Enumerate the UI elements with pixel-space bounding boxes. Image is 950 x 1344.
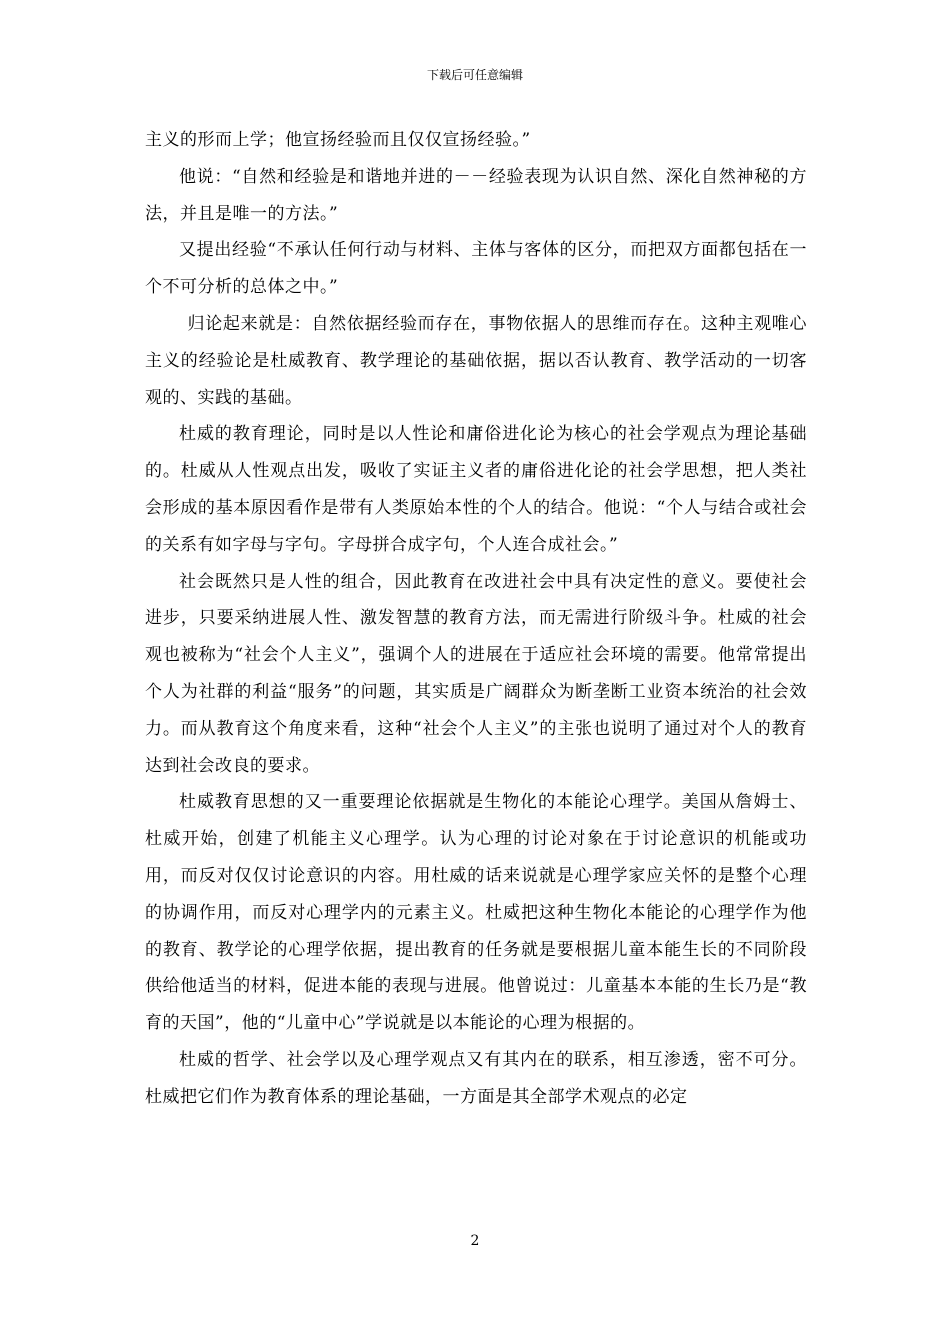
paragraph-8: 杜威的哲学、社会学以及心理学观点又有其内在的联系，相互渗透，密不可分。杜威把它们作为教育体系的理论基础，一方面是其全部学术观点的必定 [145,1049,807,1107]
paragraph-3: 又提出经验“不承认任何行动与材料、主体与客体的区分，而把双方面都包括在一个不可分析的总体之中。” [145,240,807,298]
document-body [145,122,807,1116]
page-number: 2 [470,1233,480,1249]
page-header: 下载后可任意编辑 [426,68,523,82]
paragraph-4: 归论起来就是：自然依据经验而存在，事物依据人的思维而存在。这种主观唯心主义的经验论是杜威教育、教学理论的基础依据，据以否认教育、教学活动的一切客观的、实践的基础。 [145,313,807,408]
paragraph-6: 社会既然只是人性的组合，因此教育在改进社会中具有决定性的意义。要使社会进步，只要采纳进展人性、激发智慧的教育方法，而无需进行阶级斗争。杜威的社会观也被称为“社会个人主义”，强调个人的进展在于适应社会环境的需要。他常常提出个人为社群的利益“服务”的问题，其实质是广阔群众为断垄断工业资本统治的社会效力。而从教育这个角度来看，这种“社会个人主义”的主张也说明了通过对个人的教育达到社会改良的要求。 [145,571,807,776]
paragraph-7: 杜威教育思想的又一重要理论依据就是生物化的本能论心理学。美国从詹姆士、杜威开始，创建了机能主义心理学。认为心理的讨论对象在于讨论意识的机能或功用，而反对仅仅讨论意识的内容。用杜威的话来说就是心理学家应关怀的是整个心理的协调作用，而反对心理学内的元素主义。杜威把这种生物化本能论的心理学作为他的教育、教学论的心理学依据，提出教育的任务就是要根据儿童本能生长的不同阶段供给他适当的材料，促进本能的表现与进展。他曾说过：儿童基本本能的生长乃是“教育的天国”，他的“儿童中心”学说就是以本能论的心理为根据的。 [145,792,807,1034]
paragraph-1: 主义的形而上学；他宣扬经验而且仅仅宣扬经验。” [145,130,531,150]
paragraph-5: 杜威的教育理论，同时是以人性论和庸俗进化论为核心的社会学观点为理论基础的。杜威从人性观点出发，吸收了实证主义者的庸俗进化论的社会学思想，把人类社会形成的基本原因看作是带有人类原始本性的个人的结合。他说：“个人与结合或社会的关系有如字母与字句。字母拼合成字句，个人连合成社会。” [145,424,807,555]
paragraph-2: 他说：“自然和经验是和谐地并进的－－经验表现为认识自然、深化自然神秘的方法，并且是唯一的方法。” [145,166,807,224]
